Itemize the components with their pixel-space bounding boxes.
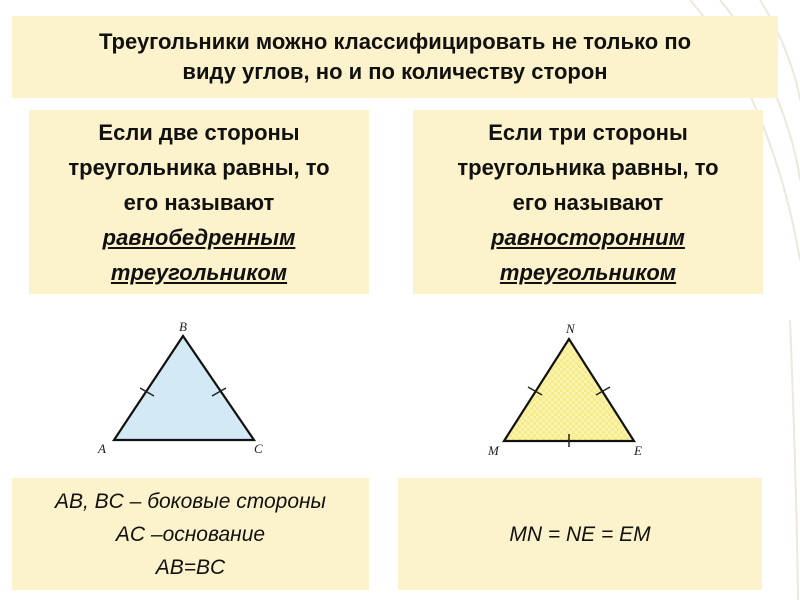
isosceles-term-line-2: треугольником xyxy=(110,259,288,285)
isosceles-def-line-3: его называют xyxy=(123,189,275,215)
equilateral-def-line-2: треугольника равны, то xyxy=(457,154,719,180)
isosceles-def-line-2: треугольника равны, то xyxy=(68,154,330,180)
equilateral-definition xyxy=(413,110,763,294)
isosceles-notes xyxy=(12,478,369,590)
equilateral-triangle-figure xyxy=(470,320,670,468)
vertex-b-label: B xyxy=(179,320,187,334)
title-line-1: Треугольники можно классифицировать не только по xyxy=(98,29,692,54)
isosceles-note-line-2: AC –основание xyxy=(115,522,266,546)
isosceles-note-line-3: AB=BC xyxy=(155,555,226,579)
isosceles-definition xyxy=(29,110,369,294)
isosceles-triangle-figure xyxy=(80,320,310,468)
vertex-e-label: E xyxy=(634,443,642,458)
vertex-a-label: A xyxy=(98,441,106,456)
vertex-m-label: M xyxy=(488,443,499,458)
vertex-c-label: C xyxy=(254,441,263,456)
equilateral-term-line-2: треугольником xyxy=(499,259,677,285)
isosceles-note-line-1: AB, BC – боковые стороны xyxy=(54,489,327,513)
title-banner xyxy=(12,16,778,98)
isosceles-def-line-1: Если две стороны xyxy=(98,119,300,145)
isosceles-term-line-1: равнобедренным xyxy=(102,224,296,250)
title-line-2: виду углов, но и по количеству сторон xyxy=(182,59,608,84)
isosceles-triangle-shape xyxy=(114,336,254,440)
equilateral-term-line-1: равносторонним xyxy=(491,224,685,250)
equilateral-def-line-1: Если три стороны xyxy=(488,119,688,145)
equilateral-note-line-1: MN = NE = EM xyxy=(509,522,651,546)
equilateral-triangle-shape xyxy=(504,339,634,441)
equilateral-notes xyxy=(398,478,762,590)
equilateral-def-line-3: его называют xyxy=(512,189,664,215)
vertex-n-label: N xyxy=(566,321,575,336)
